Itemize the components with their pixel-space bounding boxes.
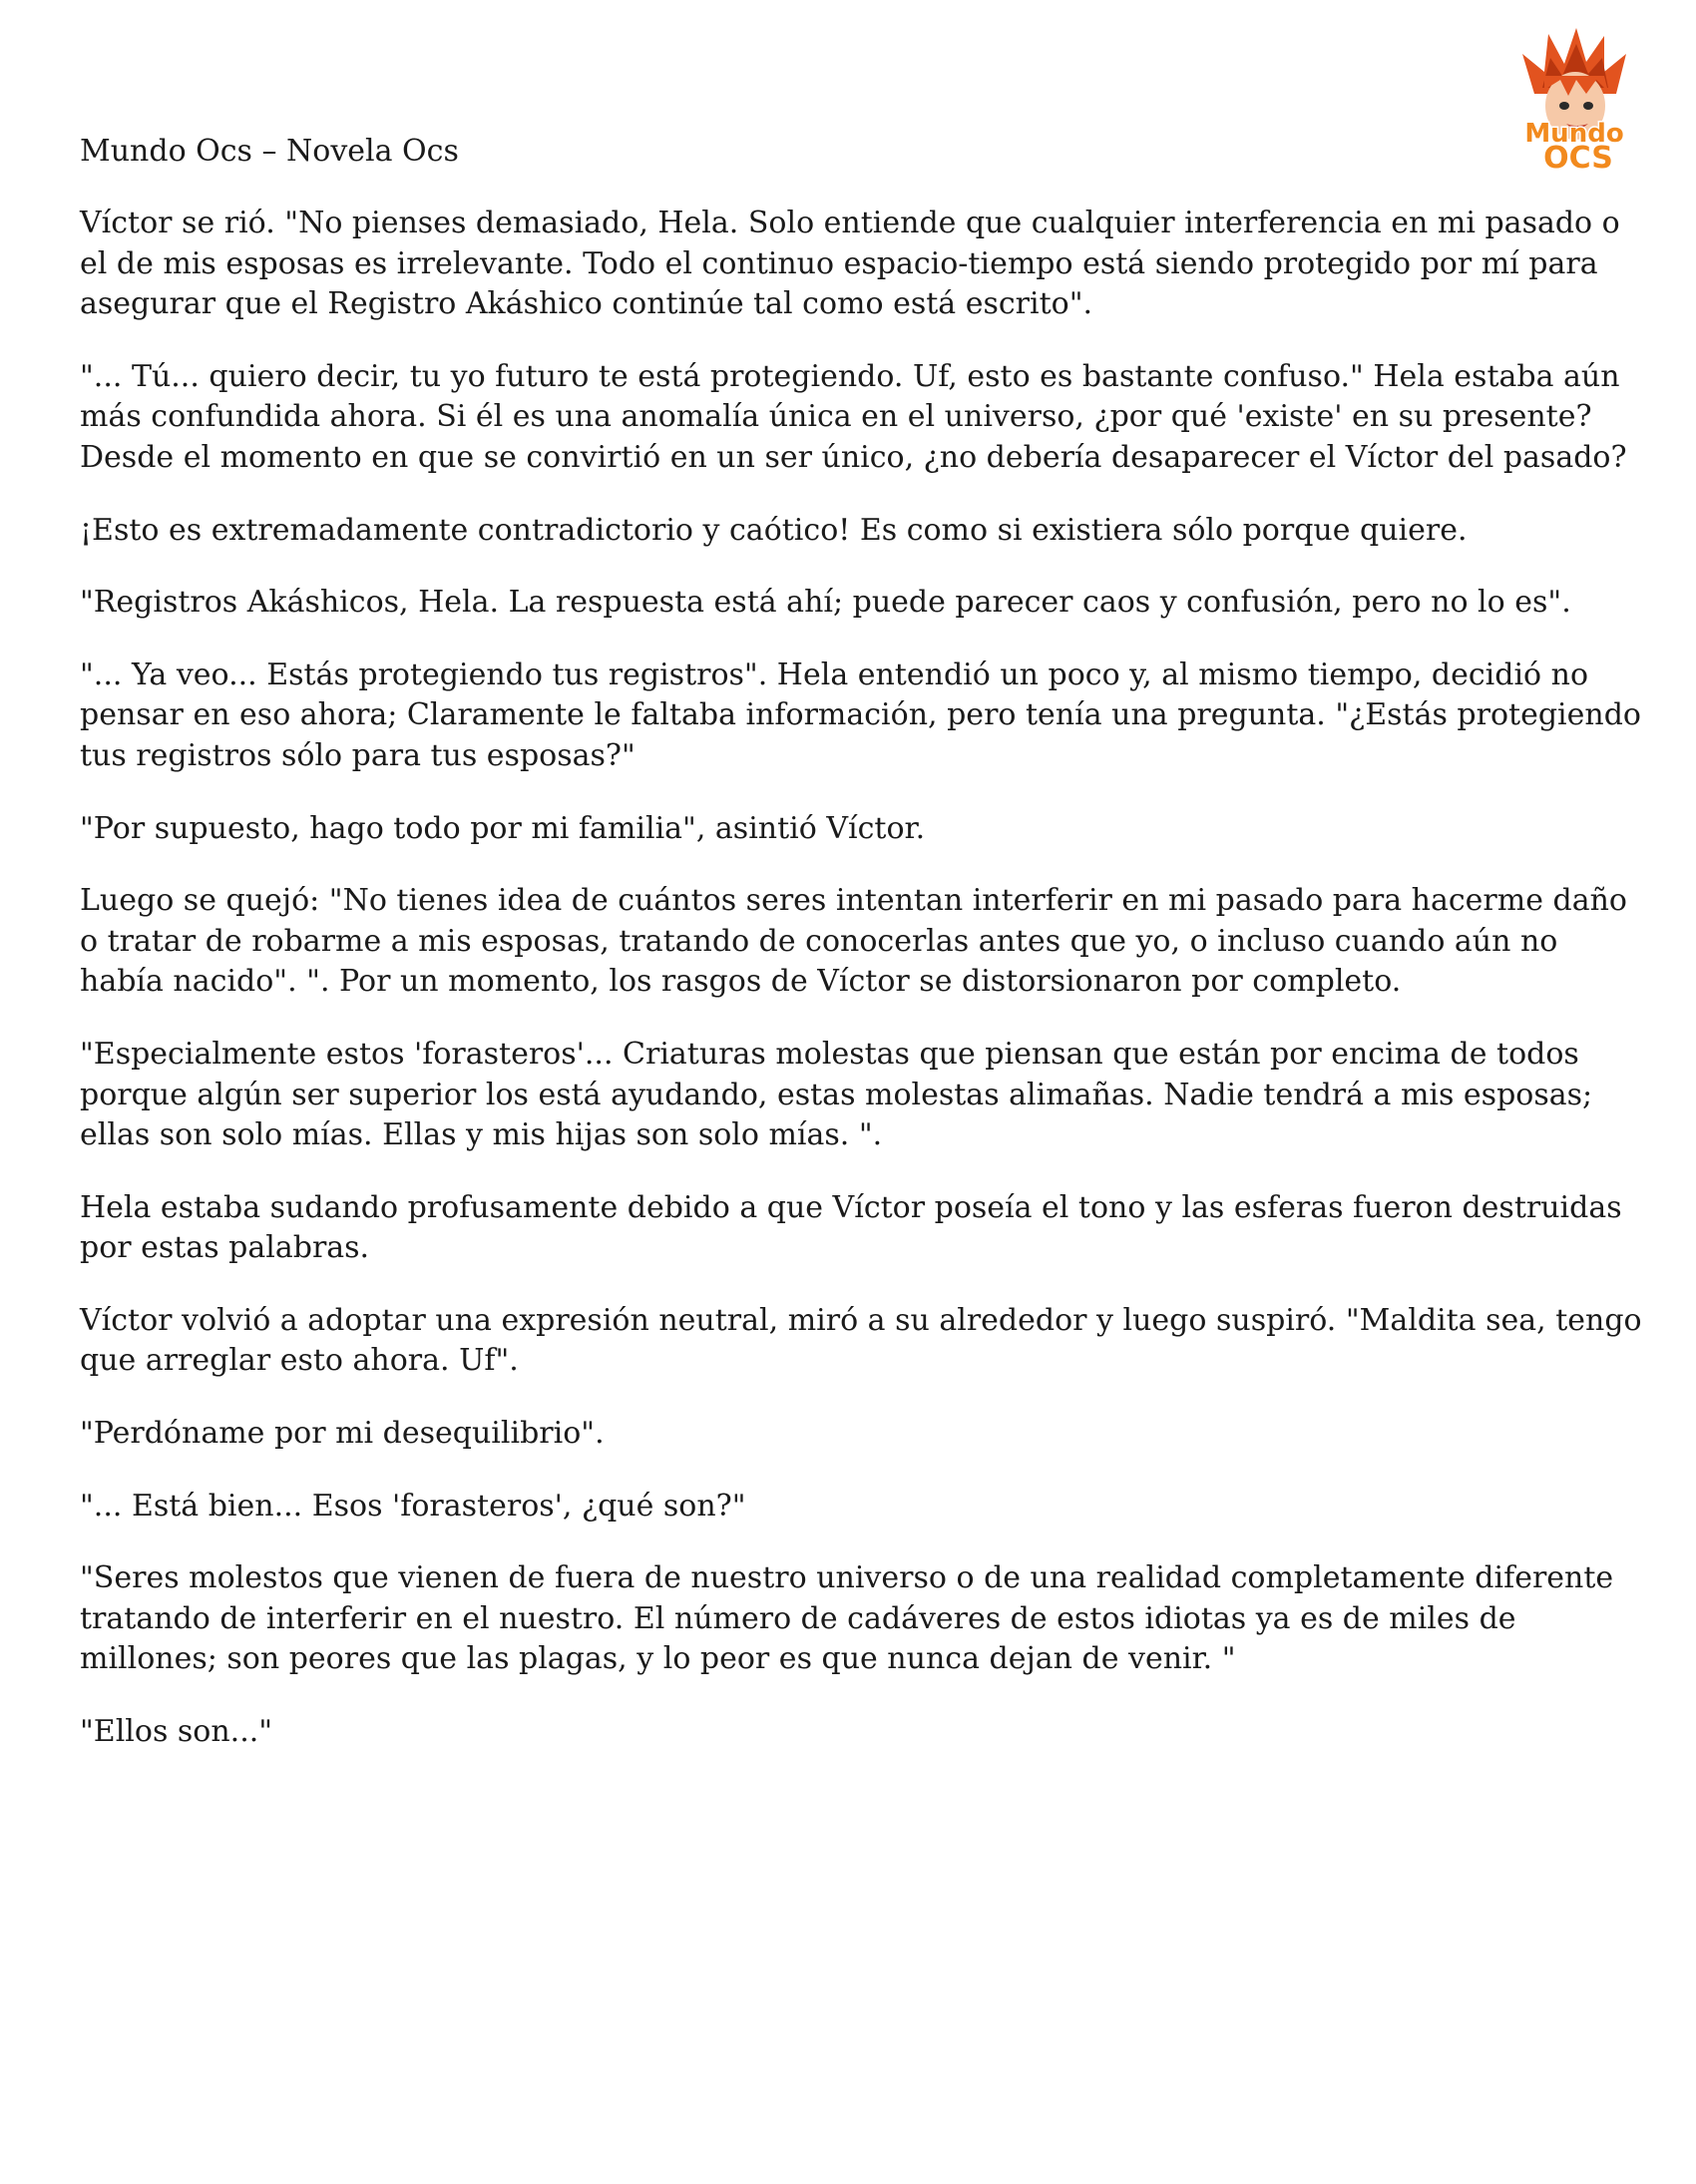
paragraph: "Registros Akáshicos, Hela. La respuesta está ahí; puede parecer caos y confusión, pero no lo es". (80, 585, 1571, 621)
page-header: Mundo Ocs – Novela Ocs (80, 134, 459, 169)
mundo-ocs-logo-icon (1504, 24, 1644, 174)
paragraph: "... Está bien... Esos 'forasteros', ¿qué son?" (80, 1488, 746, 1524)
svg-text:Mundo: Mundo (1524, 119, 1624, 149)
paragraph: ¡Esto es extremadamente contradictorio y caótico! Es como si existiera sólo porque quiere. (80, 512, 1468, 548)
paragraph: "... Tú... quiero decir, tu yo futuro te está protegiendo. Uf, esto es bastante confuso." Hela estaba aún más confundida ahora. Si él es una anomalía única en el universo, ¿por qué 'existe' en su presente? Desde el momento en que se convirtió en un ser único, ¿no debería desaparecer el Víctor del pasado? (80, 358, 1627, 475)
paragraph: "Ellos son..." (80, 1714, 273, 1750)
paragraph: "Seres molestos que vienen de fuera de nuestro universo o de una realidad completamente diferente tratando de interferir en el nuestro. El número de cadáveres de estos idiotas ya es de miles de millones; son peores que las plagas, y lo peor es que nunca dejan de venir. " (80, 1560, 1614, 1677)
document-body (80, 204, 1648, 1785)
paragraph: Hela estaba sudando profusamente debido a que Víctor poseía el tono y las esferas fueron destruidas por estas palabras. (80, 1189, 1622, 1266)
paragraph: "... Ya veo... Estás protegiendo tus registros". Hela entendió un poco y, al mismo tiempo, decidió no pensar en eso ahora; Claramente le faltaba información, pero tenía una pregunta. "¿Estás protegiendo tus registros sólo para tus esposas?" (80, 656, 1641, 773)
paragraph: "Especialmente estos 'forasteros'... Criaturas molestas que piensan que están por encima de todos porque algún ser superior los está ayudando, estas molestas alimañas. Nadie tendrá a mis esposas; ellas son solo mías. Ellas y mis hijas son solo mías. ". (80, 1036, 1593, 1153)
paragraph: Víctor se rió. "No pienses demasiado, Hela. Solo entiende que cualquier interferencia en mi pasado o el de mis esposas es irrelevante. Todo el continuo espacio-tiempo está siendo protegido por mí para asegurar que el Registro Akáshico continúe tal como está escrito". (80, 206, 1620, 322)
paragraph: "Perdóname por mi desequilibrio". (80, 1416, 605, 1452)
paragraph: Luego se quejó: "No tienes idea de cuántos seres intentan interferir en mi pasado para hacerme daño o tratar de robarme a mis esposas, tratando de conocerlas antes que yo, o incluso cuando aún no había nacido". ". Por un momento, los rasgos de Víctor se distorsionaron por completo. (80, 883, 1627, 1000)
svg-text:OCS: OCS (1543, 141, 1613, 174)
paragraph: "Por supuesto, hago todo por mi familia", asintió Víctor. (80, 810, 926, 846)
paragraph: Víctor volvió a adoptar una expresión neutral, miró a su alrededor y luego suspiró. "Maldita sea, tengo que arreglar esto ahora. Uf". (80, 1302, 1642, 1379)
